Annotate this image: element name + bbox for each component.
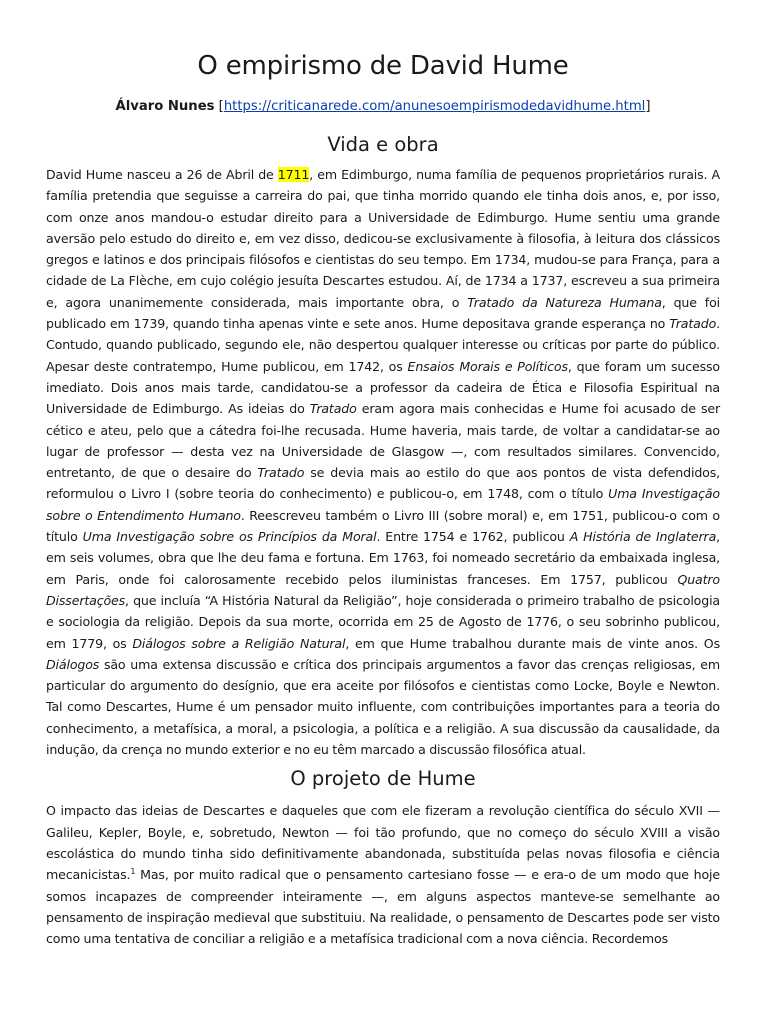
footnote-marker[interactable]: 1 (130, 867, 136, 877)
highlighted-year: 1711 (277, 167, 310, 182)
author-name: Álvaro Nunes (115, 99, 215, 114)
paragraph-projeto: O impacto das ideias de Descartes e daqueles que com ele fizeram a revolução científica do século XVII — Galileu, Kepler, Boyle, e, sobretudo, Newton — foi tão profundo, que no começo do século XVIII a visão escolástica do mundo tinha sido definitivamente abandonada, substituída pelas novas filosofia e ciência mecanicistas.$^1$ Mas, por muito radical que o pensamento cartesiano fosse — e era-o de um modo que hoje somos incapazes de compreender inteiramente —, em alguns aspectos manteve-se semelhante ao pensamento de inspiração medieval que substituiu. Na realidade, o pensamento de Descartes pode ser visto como uma tentativa de conciliar a religião e a metafísica tradicional com a nova ciência. Recordemos (46, 803, 720, 947)
author-line (46, 98, 720, 116)
section-heading-vida-e-obra: Vida e obra (327, 133, 439, 156)
source-link[interactable]: https://criticanarede.com/anunesoempirismodedavidhume.html (223, 99, 646, 114)
section-heading-projeto: O projeto de Hume (290, 767, 476, 791)
bracket-close: ] (645, 99, 651, 114)
document-page (46, 48, 720, 949)
bracket-open: [ (214, 99, 224, 114)
paragraph-vida-e-obra: David Hume nasceu a 26 de Abril de 1711, em Edimburgo, numa família de pequenos proprietários rurais. A família pretendia que seguisse a carreira do pai, que tinha morrido quando ele tinha dois anos, e, por isso, com onze anos mandou-o estudar direito para a Universidade de Edimburgo. Hume sentiu uma grande aversão pelo estudo do direito e, em vez disso, dedicou-se exclusivamente à filosofia, à leitura dos clássicos gregos e latinos e dos principais filósofos e cientistas do seu tempo. Em 1734, mudou-se para França, para a cidade de La Flèche, em cujo colégio jesuíta Descartes estudou. Aí, de 1734 a 1737, escreveu a sua primeira e, agora unanimemente considerada, mais importante obra, o Tratado da Natureza Humana, que foi publicado em 1739, quando tinha apenas vinte e sete anos. Hume depositava grande esperança no Tratado. Contudo, quando publicado, segundo ele, não despertou qualquer interesse ou críticas por parte do público. Apesar deste contratempo, Hume publicou, em 1742, os Ensaios Morais e Políticos, que foram um sucesso imediato. Dois anos mais tarde, candidatou-se a professor da cadeira de Ética e Filosofia Espiritual na Universidade de Edimburgo. As ideias do Tratado eram agora mais conhecidas e Hume foi acusado de ser cético e ateu, pelo que a cátedra foi-lhe recusada. Hume haveria, mais tarde, de voltar a candidatar-se ao lugar de professor — desta vez na Universidade de Glasgow —, com resultados similares. Convencido, entretanto, de que o desaire do Tratado se devia mais ao estilo do que aos pontos de vista defendidos, reformulou o Livro I (sobre teoria do conhecimento) e publicou-o, em 1748, com o título Uma Investigação sobre o Entendimento Humano. Reescreveu também o Livro III (sobre moral) e, em 1751, publicou-o com o título Uma Investigação sobre os Princípios da Moral. Entre 1754 e 1762, publicou A História de Inglaterra, em seis volumes, obra que lhe deu fama e fortuna. Em 1763, foi nomeado secretário da embaixada inglesa, em Paris, onde foi calorosamente recebido pelos iluministas franceses. Em 1757, publicou Quatro Dissertações, que incluía “A História Natural da Religião”, hoje considerada o primeiro trabalho de psicologia e sociologia da religião. Depois da sua morte, ocorrida em 25 de Agosto de 1776, o seu sobrinho publicou, em 1779, os Diálogos sobre a Religião Natural, em que Hume trabalhou durante mais de vinte anos. Os Diálogos são uma extensa discussão e crítica dos principais argumentos a favor das crenças religiosas, em particular do argumento do desígnio, que era aceite por filósofos e cientistas como Locke, Boyle e Newton. Tal como Descartes, Hume é um pensador muito influente, com contribuições importantes para a teoria do conhecimento, a metafísica, a moral, a psicologia, a política e a religião. A sua discussão da causalidade, da indução, da crença no mundo exterior e no eu têm marcado a discussão filosófica atual. (46, 167, 721, 758)
document-title: O empirismo de David Hume (197, 51, 569, 81)
